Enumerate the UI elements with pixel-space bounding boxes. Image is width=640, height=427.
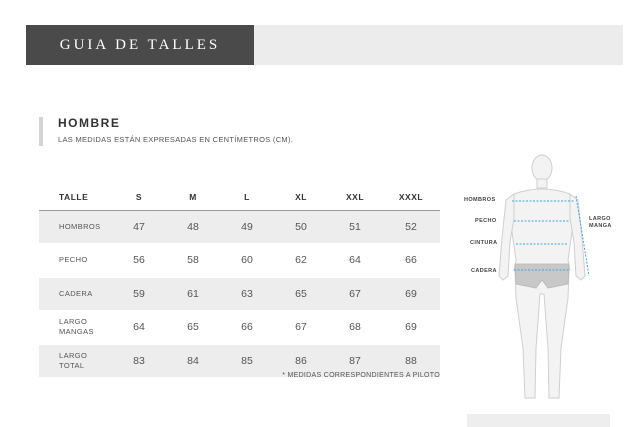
row-label-line: MANGAS	[59, 327, 94, 337]
table-cell: 68	[328, 311, 382, 345]
table-cell: 69	[382, 311, 440, 345]
row-label: PECHO	[39, 244, 112, 278]
table-cell: 85	[220, 344, 274, 378]
page-title: GUIA DE TALLES	[26, 25, 254, 65]
column-header-m: M	[166, 184, 220, 211]
table-cell: 64	[112, 311, 166, 345]
table-row	[39, 244, 440, 278]
label-hombros: HOMBROS	[464, 197, 496, 203]
table-cell: 83	[112, 344, 166, 378]
table-cell: 65	[274, 277, 328, 311]
row-label-line: LARGO	[59, 350, 88, 360]
column-header-xxxl: XXXL	[382, 184, 440, 211]
table-row	[39, 211, 440, 244]
table-cell: 63	[220, 277, 274, 311]
footer-bar	[467, 414, 610, 427]
section-title: HOMBRE	[58, 116, 121, 130]
table-cell: 49	[220, 211, 274, 244]
header-banner-background	[254, 25, 623, 65]
table-cell: 87	[328, 344, 382, 378]
table-cell: 67	[328, 277, 382, 311]
table-cell: 50	[274, 211, 328, 244]
row-label-line: TOTAL	[59, 360, 85, 370]
label-largo-manga-line: MANGA	[589, 223, 612, 229]
row-label: CADERA	[39, 277, 112, 311]
table-cell: 65	[166, 311, 220, 345]
section-accent-bar	[39, 117, 43, 146]
table-row	[39, 277, 440, 311]
table-cell: 84	[166, 344, 220, 378]
label-largo-manga	[589, 216, 612, 230]
body-silhouette-icon	[462, 148, 622, 410]
row-label	[39, 344, 112, 378]
table-cell: 62	[274, 244, 328, 278]
row-label: HOMBROS	[39, 211, 112, 244]
section-subtitle: LAS MEDIDAS ESTÁN EXPRESADAS EN CENTÍMETROS (CM).	[58, 135, 294, 144]
table-cell: 48	[166, 211, 220, 244]
table-cell: 61	[166, 277, 220, 311]
label-pecho: PECHO	[475, 218, 497, 224]
table-cell: 69	[382, 277, 440, 311]
table-cell: 64	[328, 244, 382, 278]
table-cell: 51	[328, 211, 382, 244]
table-cell: 58	[166, 244, 220, 278]
table-cell: 66	[382, 244, 440, 278]
table-cell: 52	[382, 211, 440, 244]
size-table	[39, 184, 440, 379]
table-cell: 59	[112, 277, 166, 311]
column-header-talle: TALLE	[39, 184, 112, 211]
table-cell: 60	[220, 244, 274, 278]
table-cell: 67	[274, 311, 328, 345]
label-largo-manga-line: LARGO	[589, 216, 611, 222]
column-header-xxl: XXL	[328, 184, 382, 211]
table-cell: 66	[220, 311, 274, 345]
column-header-xl: XL	[274, 184, 328, 211]
label-cadera: CADERA	[471, 268, 497, 274]
table-header-row	[39, 184, 440, 211]
table-cell: 86	[274, 344, 328, 378]
column-header-s: S	[112, 184, 166, 211]
table-row	[39, 311, 440, 345]
label-cintura: CINTURA	[470, 240, 498, 246]
row-label-line: LARGO	[59, 317, 88, 327]
table-cell: 56	[112, 244, 166, 278]
column-header-l: L	[220, 184, 274, 211]
table-cell: 47	[112, 211, 166, 244]
table-cell: 88	[382, 344, 440, 378]
body-measurement-figure	[462, 148, 622, 410]
row-label	[39, 311, 112, 345]
footnote: * MEDIDAS CORRESPONDIENTES A PILOTO	[282, 372, 440, 379]
